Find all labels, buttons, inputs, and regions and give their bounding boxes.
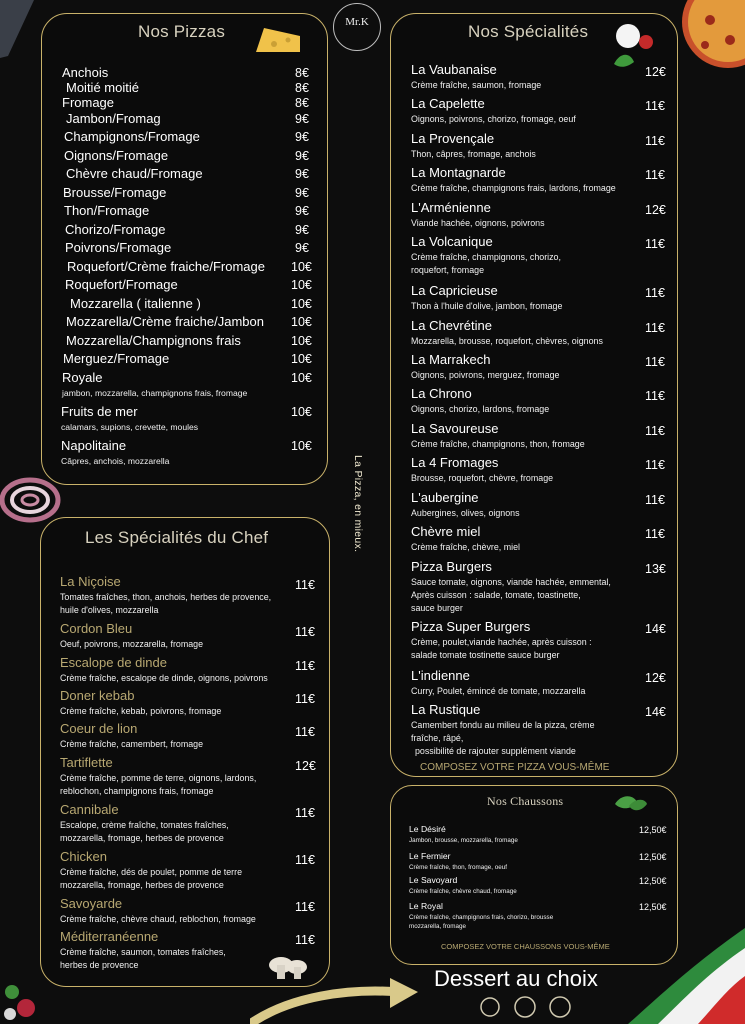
pizza-price: 9€: [295, 130, 309, 144]
pizza-name: Roquefort/Fromage: [65, 277, 178, 292]
specialite-name: La Chevrétine: [411, 318, 492, 333]
pizza-desc: calamars, supions, crevette, moules: [61, 422, 199, 432]
brand-logo: [333, 3, 381, 51]
specialite-name: La Vaubanaise: [411, 62, 497, 77]
pizzas-title: Nos Pizzas: [138, 22, 226, 41]
chef-item-name: Chicken: [60, 849, 107, 864]
chef-item-desc: Escalope, crème fraîche, tomates fraîches,: [60, 820, 229, 830]
basil-icon: [613, 792, 649, 814]
specialite-price: 11€: [645, 355, 665, 369]
pizza-name: Mozzarella/Crème fraiche/Jambon: [66, 314, 264, 329]
herbs-icon: [0, 978, 44, 1024]
specialite-price: 11€: [645, 424, 665, 438]
specialite-price: 12€: [645, 65, 666, 79]
cheese-icon: [254, 22, 302, 54]
chef-item-desc: Crème fraîche, chèvre chaud, reblochon, fromage: [60, 914, 256, 924]
pizza-name: Anchois: [62, 65, 109, 80]
pizza-desc: jambon, mozzarella, champignons frais, fromage: [62, 388, 248, 398]
pizza-name: Poivrons/Fromage: [65, 240, 172, 255]
pizza-name: Thon/Fromage: [64, 203, 150, 218]
specialite-price: 14€: [645, 705, 666, 719]
chausson-desc: Crème fraîche, chèvre chaud, fromage: [409, 888, 517, 895]
specialite-price: 11€: [645, 168, 665, 182]
specialite-price: 11€: [645, 99, 665, 113]
pizza-name: Chèvre chaud/Fromage: [66, 166, 203, 181]
chef-item-desc: mozzarella, fromage, herbes de provence: [60, 833, 224, 843]
pizza-price: 9€: [295, 204, 309, 218]
specialite-desc: Crème fraîche, saumon, fromage: [411, 80, 542, 90]
specialite-desc: Crème fraîche, champignons frais, lardons, fromage: [411, 183, 616, 193]
specialite-name: La Provençale: [411, 131, 495, 146]
specialite-name: La Rustique: [411, 702, 481, 717]
specialite-price: 12€: [645, 671, 666, 685]
pizza-price: 8€: [295, 66, 309, 80]
chef-item-price: 11€: [295, 578, 315, 592]
pizza-name: Brousse/Fromage: [63, 185, 167, 200]
chef-item-name: Tartiflette: [60, 755, 113, 770]
specialite-desc: Crème fraîche, champignons, chorizo,: [411, 252, 561, 262]
specialite-name: La Marrakech: [411, 352, 491, 367]
specialite-name: L'aubergine: [411, 490, 479, 505]
specialite-price: 12€: [645, 203, 666, 217]
specialite-price: 11€: [645, 458, 665, 472]
chef-item-desc: Crème fraîche, escalope de dinde, oignons, poivrons: [60, 673, 268, 683]
pizza-price: 10€: [291, 352, 312, 366]
chef-item-desc: Crème fraîche, pomme de terre, oignons, lardons,: [60, 773, 257, 783]
chausson-price: 12,50€: [639, 852, 667, 862]
chef-item-name: Méditerranéenne: [60, 929, 159, 944]
pizza-name: Champignons/Fromage: [64, 129, 200, 144]
chef-item-name: Doner kebab: [60, 688, 135, 703]
pizza-price: 8€: [295, 81, 309, 95]
chef-item-desc: herbes de provence: [60, 960, 139, 970]
chef-item-desc: reblochon, champignons frais, fromage: [60, 786, 214, 796]
chef-item-name: Escalope de dinde: [60, 655, 167, 670]
pizza-photo-icon: [680, 0, 745, 72]
pizza-name: Mozzarella/Champignons frais: [66, 333, 241, 348]
pizza-price: 10€: [291, 260, 312, 274]
pizza-desc: Câpres, anchois, mozzarella: [61, 456, 170, 466]
specialite-desc: fraîche, râpé,: [411, 733, 464, 743]
chef-item-price: 11€: [295, 625, 315, 639]
specialite-price: 13€: [645, 562, 666, 576]
pizza-name: Royale: [62, 370, 103, 385]
pizza-price: 9€: [295, 241, 309, 255]
specialite-desc: Crème fraîche, champignons, thon, fromage: [411, 439, 585, 449]
chef-item-name: Cordon Bleu: [60, 621, 133, 636]
pizza-price: 9€: [295, 167, 309, 181]
chef-item-price: 11€: [295, 806, 315, 820]
dessert-label: Dessert au choix: [434, 966, 598, 991]
chausson-name: Le Royal: [409, 901, 443, 911]
specialite-price: 11€: [645, 134, 665, 148]
specialite-price: 11€: [645, 286, 665, 300]
specialite-name: La Volcanique: [411, 234, 493, 249]
specialite-desc: Oignons, chorizo, lardons, fromage: [411, 404, 550, 414]
chef-panel: [40, 517, 330, 987]
specialite-price: 11€: [645, 493, 665, 507]
chausson-name: Le Savoyard: [409, 875, 458, 885]
pizza-name: Jambon/Fromag: [66, 111, 161, 126]
specialite-desc: Après cuisson : salade, tomate, toastinette,: [411, 590, 581, 600]
specialite-price: 11€: [645, 321, 665, 335]
pizza-name: Mozzarella ( italienne ): [70, 296, 201, 311]
specialite-price: 11€: [645, 527, 665, 541]
chausson-price: 12,50€: [639, 876, 667, 886]
specialite-desc: Thon à l'huile d'olive, jambon, fromage: [411, 301, 563, 311]
specialite-desc: Aubergines, olives, oignons: [411, 508, 520, 518]
specialite-price: 14€: [645, 622, 666, 636]
pizza-price: 10€: [291, 278, 312, 292]
chaussons-panel: [390, 785, 678, 965]
specialite-desc: possibilité de rajouter supplément viande: [415, 746, 576, 756]
compose-pizza-note: COMPOSEZ VOTRE PIZZA VOUS-MÊME: [420, 762, 610, 773]
pizza-name: Merguez/Fromage: [63, 351, 170, 366]
pizza-name: Moitié moitié: [66, 80, 139, 95]
specialite-name: La Savoureuse: [411, 421, 499, 436]
brand-tagline: La Pizza, en mieux.: [352, 455, 364, 553]
chef-item-desc: huile d'olives, mozzarella: [60, 605, 159, 615]
corner-decoration-icon: [0, 0, 40, 60]
pizza-price: 10€: [291, 334, 312, 348]
chausson-desc: mozzarella, fromage: [409, 923, 467, 930]
chef-item-desc: Oeuf, poivrons, mozzarella, fromage: [60, 639, 204, 649]
pizza-price: 10€: [291, 297, 312, 311]
chausson-price: 12,50€: [639, 825, 667, 835]
chef-item-price: 12€: [295, 759, 316, 773]
specialite-desc: Viande hachée, oignons, poivrons: [411, 218, 545, 228]
chef-item-desc: Tomates fraîches, thon, anchois, herbes de provence,: [60, 592, 272, 602]
specialite-desc: Thon, câpres, fromage, anchois: [411, 149, 536, 159]
pizza-price: 10€: [291, 315, 312, 329]
specialite-desc: Oignons, poivrons, merguez, fromage: [411, 370, 560, 380]
chausson-price: 12,50€: [639, 902, 667, 912]
chausson-name: Le Fermier: [409, 851, 451, 861]
specialite-price: 11€: [645, 237, 665, 251]
pizza-price: 8€: [295, 96, 309, 110]
mozzarella-basil-icon: [600, 18, 658, 72]
pizzas-panel: [41, 13, 328, 485]
specialites-title: Nos Spécialités: [468, 22, 589, 41]
compose-chaussons-note: COMPOSEZ VOTRE CHAUSSONS VOUS-MÊME: [441, 942, 610, 951]
specialite-name: Chèvre miel: [411, 524, 481, 539]
pizza-name: Fromage: [62, 95, 115, 110]
chausson-desc: Crème fraîche, champignons frais, chorizo, brousse: [409, 914, 554, 921]
chef-item-name: La Niçoise: [60, 574, 121, 589]
specialite-desc: salade tomate tostinette sauce burger: [411, 650, 560, 660]
specialite-name: L'indienne: [411, 668, 470, 683]
pizza-name: Chorizo/Fromage: [65, 222, 166, 237]
specialite-desc: Sauce tomate, oignons, viande hachée, emmental,: [411, 577, 611, 587]
specialite-desc: Mozzarella, brousse, roquefort, chèvres, oignons: [411, 336, 603, 346]
pizza-price: 10€: [291, 439, 312, 453]
chausson-desc: Crème fraîche, thon, fromage, oeuf: [409, 864, 508, 871]
chef-title: Les Spécialités du Chef: [85, 528, 269, 547]
pizza-name: Fruits de mer: [61, 404, 138, 419]
chef-item-price: 11€: [295, 659, 315, 673]
chef-item-price: 11€: [295, 900, 315, 914]
specialite-name: Pizza Super Burgers: [411, 619, 531, 634]
pizza-price: 9€: [295, 223, 309, 237]
specialite-desc: Camembert fondu au milieu de la pizza, crème: [411, 720, 595, 730]
pizza-name: Roquefort/Crème fraiche/Fromage: [67, 259, 265, 274]
specialite-name: L'Arménienne: [411, 200, 491, 215]
chef-item-desc: Crème fraîche, camembert, fromage: [60, 739, 204, 749]
specialite-desc: Crème fraîche, chèvre, miel: [411, 542, 521, 552]
specialite-name: La 4 Fromages: [411, 455, 499, 470]
specialite-name: Pizza Burgers: [411, 559, 492, 574]
specialite-desc: Oignons, poivrons, chorizo, fromage, oeuf: [411, 114, 576, 124]
pizza-price: 10€: [291, 405, 312, 419]
specialite-desc: sauce burger: [411, 603, 463, 613]
chef-item-price: 11€: [295, 933, 315, 947]
pizza-price: 9€: [295, 186, 309, 200]
chef-item-name: Savoyarde: [60, 896, 123, 911]
pizza-price: 10€: [291, 371, 312, 385]
specialites-panel: [390, 13, 678, 777]
pizza-name: Napolitaine: [61, 438, 127, 453]
specialite-desc: Curry, Poulet, émincé de tomate, mozzarella: [411, 686, 586, 696]
chausson-name: Le Désiré: [409, 824, 446, 834]
chef-item-desc: Crème fraîche, dés de poulet, pomme de terre: [60, 867, 243, 877]
chef-item-price: 11€: [295, 692, 315, 706]
chef-item-desc: mozzarella, fromage, herbes de provence: [60, 880, 224, 890]
specialite-name: La Capelette: [411, 96, 485, 111]
chef-item-desc: Crème fraîche, saumon, tomates fraîches,: [60, 947, 226, 957]
chef-item-desc: Crème fraîche, kebab, poivrons, fromage: [60, 706, 222, 716]
chef-item-price: 11€: [295, 725, 315, 739]
specialite-name: La Chrono: [411, 386, 472, 401]
specialite-name: La Montagnarde: [411, 165, 506, 180]
pizza-price: 9€: [295, 149, 309, 163]
specialite-desc: roquefort, fromage: [411, 265, 485, 275]
chausson-desc: Jambon, brousse, mozzarella, fromage: [409, 837, 518, 844]
pizza-name: Oignons/Fromage: [64, 148, 169, 163]
specialite-price: 11€: [645, 389, 665, 403]
pizza-price: 9€: [295, 112, 309, 126]
dessert-icons: [480, 993, 580, 1021]
brand-name: Mr.K: [345, 16, 369, 28]
specialite-name: La Capricieuse: [411, 283, 498, 298]
chef-item-name: Coeur de lion: [60, 721, 138, 736]
specialite-desc: Crème, poulet,viande hachée, après cuisson :: [411, 637, 592, 647]
chaussons-title: Nos Chaussons: [487, 794, 564, 808]
chef-item-price: 11€: [295, 853, 315, 867]
chef-item-name: Cannibale: [60, 802, 119, 817]
mushroom-icon: [267, 953, 309, 983]
specialite-desc: Brousse, roquefort, chèvre, fromage: [411, 473, 554, 483]
